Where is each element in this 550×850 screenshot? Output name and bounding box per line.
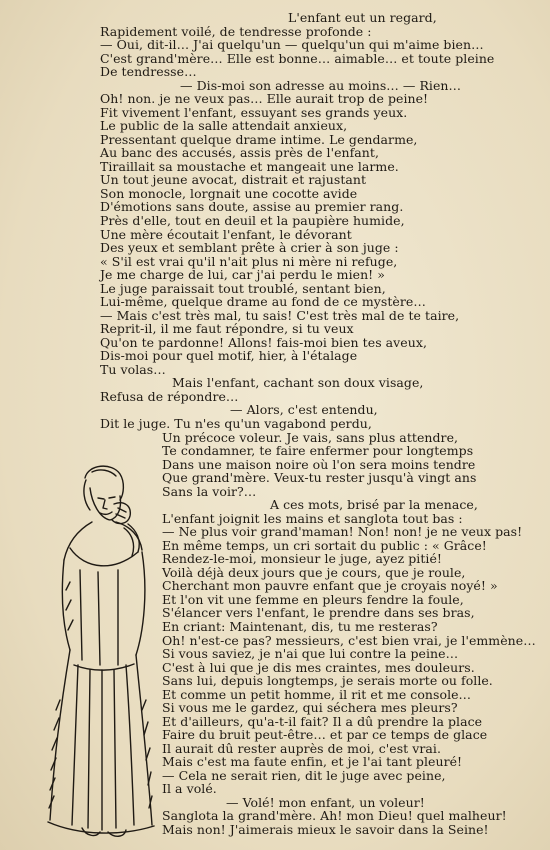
poem-line: Une mère écoutait l'enfant, le dévorant	[100, 227, 352, 242]
poem-line: Tiraillait sa moustache et mangeait une larme.	[100, 159, 399, 174]
poem-line: Le juge paraissait tout troublé, sentant bien,	[100, 281, 386, 296]
poem-line: Te condamner, te faire enfermer pour longtemps	[162, 443, 474, 458]
poem-line: L'enfant joignit les mains et sanglota tout bas :	[162, 511, 463, 526]
poem-line: Dans une maison noire où l'on sera moins tendre	[162, 457, 476, 472]
poem-line: Faire du bruit peut-être… et par ce temps de glace	[162, 727, 488, 742]
poem-line: Un tout jeune avocat, distrait et rajustant	[100, 172, 367, 187]
poem-line: Oh! non. je ne veux pas… Elle aurait trop de peine!	[100, 91, 429, 106]
poem-line: C'est grand'mère… Elle est bonne… aimable… et toute pleine	[100, 51, 495, 66]
poem-line: — Oui, dit-il… J'ai quelqu'un — quelqu'un qui m'aime bien…	[100, 37, 484, 52]
poem-line: Près d'elle, tout en deuil et la paupière humide,	[100, 213, 405, 228]
poem-line: Et comme un petit homme, il rit et me console…	[162, 687, 472, 702]
poem-line: Au banc des accusés, assis près de l'enfant,	[100, 145, 380, 160]
poem-line: C'est à lui que je dis mes craintes, mes douleurs.	[162, 660, 475, 675]
poem-line: Rapidement voilé, de tendresse profonde :	[100, 24, 372, 39]
poem-line: Oh! n'est-ce pas? messieurs, c'est bien vrai, je l'emmène…	[162, 633, 536, 648]
poem-line: L'enfant eut un regard,	[288, 10, 437, 25]
poem-line: Le public de la salle attendait anxieux,	[100, 118, 348, 133]
poem-line: — Ne plus voir grand'maman! Non! non! je ne veux pas!	[162, 524, 523, 539]
poem-line: Il a volé.	[162, 781, 217, 796]
poem-line: — Mais c'est très mal, tu sais! C'est très mal de te taire,	[100, 308, 460, 323]
poem-line: — Alors, c'est entendu,	[230, 402, 378, 417]
poem-line: Mais l'enfant, cachant son doux visage,	[172, 375, 424, 390]
poem-line: Si vous me le gardez, qui séchera mes pleurs?	[162, 700, 458, 715]
poem-line: Sans lui, depuis longtemps, je serais morte ou folle.	[162, 673, 493, 688]
poem-line: — Volé! mon enfant, un voleur!	[226, 795, 425, 810]
poem-line: Son monocle, lorgnait une cocotte avide	[100, 186, 358, 201]
poem-line: Si vous saviez, je n'ai que lui contre la peine…	[162, 646, 459, 661]
poem-line: Sans la voir?…	[162, 484, 257, 499]
poem-line: — Dis-moi son adresse au moins… — Rien…	[180, 78, 462, 93]
poem-line: Refusa de répondre…	[100, 389, 239, 404]
poem-line: Et l'on vit une femme en pleurs fendre la foule,	[162, 592, 464, 607]
poem-line: En criant: Maintenant, dis, tu me resteras?	[162, 619, 438, 634]
poem-line: Rendez-le-moi, monsieur le juge, ayez pitié!	[162, 551, 443, 566]
poem-line: En même temps, un cri sortait du public : « Grâce!	[162, 538, 487, 553]
poem-line: D'émotions sans doute, assise au premier rang.	[100, 199, 404, 214]
poem-line: Mais c'est ma faute enfin, et je l'ai tant pleuré!	[162, 754, 463, 769]
poem-line: Voilà déjà deux jours que je cours, que je roule,	[162, 565, 466, 580]
poem-line: Lui-même, quelque drame au fond de ce mystère…	[100, 294, 426, 309]
poem-line: Tu volas…	[100, 362, 166, 377]
poem-line: Cherchant mon pauvre enfant que je croyais noyé! »	[162, 578, 498, 593]
poem-line: Fit vivement l'enfant, essuyant ses grands yeux.	[100, 105, 408, 120]
poem-line: Et d'ailleurs, qu'a-t-il fait? Il a dû prendre la place	[162, 714, 483, 729]
poem-line: Mais non! J'aimerais mieux le savoir dans la Seine!	[162, 822, 489, 837]
poem-line: Reprit-il, il me faut répondre, si tu veux	[100, 321, 354, 336]
poem-line: Dis-moi pour quel motif, hier, à l'étalage	[100, 348, 358, 363]
poem-line: S'élancer vers l'enfant, le prendre dans ses bras,	[162, 605, 475, 620]
poem-line: Que grand'mère. Veux-tu rester jusqu'à vingt ans	[162, 470, 477, 485]
grandmother-illustration	[30, 460, 170, 840]
poem-line: — Cela ne serait rien, dit le juge avec peine,	[162, 768, 446, 783]
poem-line: A ces mots, brisé par la menace,	[270, 497, 478, 512]
poem-line: Il aurait dû rester auprès de moi, c'est vrai.	[162, 741, 441, 756]
poem-line: Un précoce voleur. Je vais, sans plus attendre,	[162, 430, 459, 445]
poem-line: Qu'on te pardonne! Allons! fais-moi bien tes aveux,	[100, 335, 427, 350]
poem-line: « S'il est vrai qu'il n'ait plus ni mère ni refuge,	[100, 254, 398, 269]
poem-line: Dit le juge. Tu n'es qu'un vagabond perdu,	[100, 416, 372, 431]
poem-line: Sanglota la grand'mère. Ah! mon Dieu! quel malheur!	[162, 808, 507, 823]
poem-line: Des yeux et semblant prête à crier à son juge :	[100, 240, 399, 255]
poem-line: Je me charge de lui, car j'ai perdu le mien! »	[100, 267, 385, 282]
poem-line: Pressentant quelque drame intime. Le gendarme,	[100, 132, 418, 147]
poem-line: De tendresse…	[100, 64, 197, 79]
